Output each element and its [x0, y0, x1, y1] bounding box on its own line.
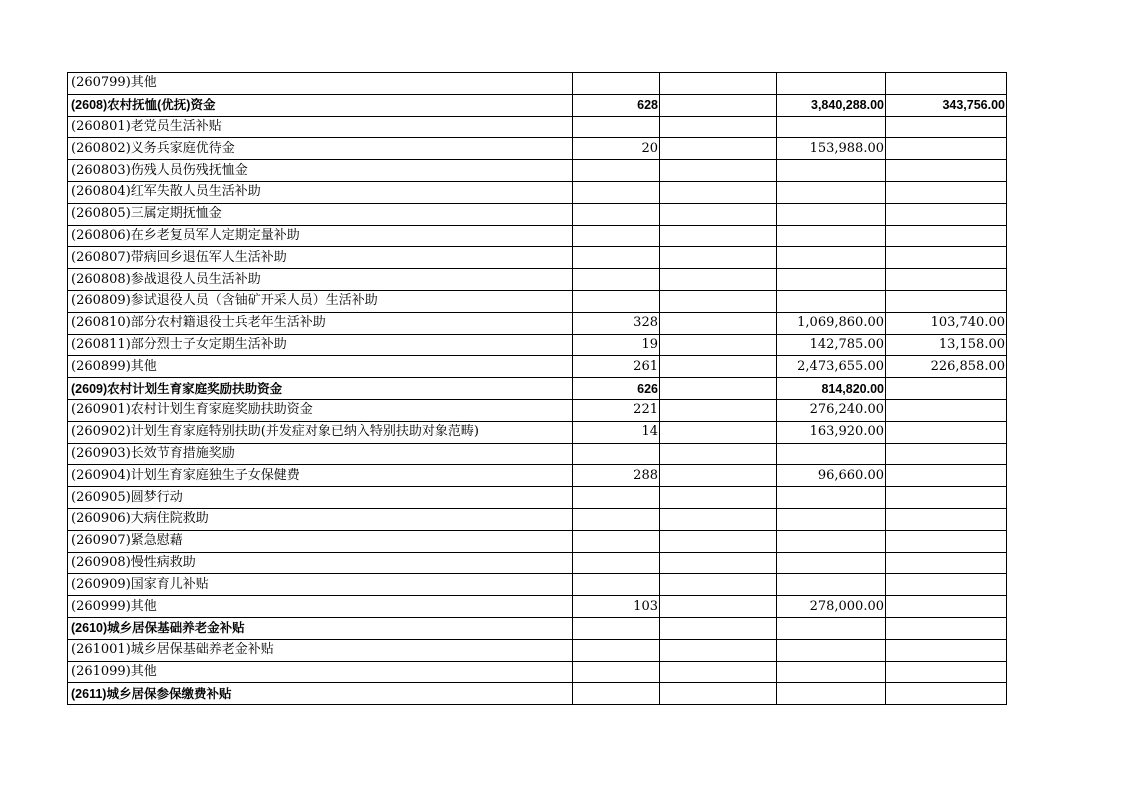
table-row: [68, 661, 1007, 683]
row-label-cell: (260903)长效节育措施奖励: [68, 443, 573, 465]
table-row: [68, 181, 1007, 203]
table-row: [68, 225, 1007, 247]
amount-cell: [777, 181, 886, 203]
table-row: [68, 443, 1007, 465]
row-label-cell: (2608)农村抚恤(优抚)资金: [68, 94, 573, 116]
column-2-cell: [660, 94, 777, 116]
column-2-cell: [660, 225, 777, 247]
count-cell: [573, 247, 660, 269]
row-label-cell: (261099)其他: [68, 661, 573, 683]
row-label-cell: (260904)计划生育家庭独生子女保健费: [68, 465, 573, 487]
amount-cell: [777, 508, 886, 530]
row-label-cell: (260899)其他: [68, 356, 573, 378]
count-cell: [573, 574, 660, 596]
table-row: [68, 334, 1007, 356]
amount-cell: [777, 661, 886, 683]
column-2-cell: [660, 399, 777, 421]
column-2-cell: [660, 487, 777, 509]
amount-2-cell: [886, 399, 1007, 421]
count-cell: [573, 487, 660, 509]
row-label-cell: (261001)城乡居保基础养老金补贴: [68, 639, 573, 661]
column-2-cell: [660, 617, 777, 639]
amount-2-cell: [886, 181, 1007, 203]
amount-2-cell: [886, 116, 1007, 138]
count-cell: 626: [573, 378, 660, 400]
table-row: [68, 160, 1007, 182]
column-2-cell: [660, 203, 777, 225]
count-cell: [573, 225, 660, 247]
table-row: [68, 312, 1007, 334]
category-row: [68, 683, 1007, 705]
column-2-cell: [660, 160, 777, 182]
amount-cell: [777, 487, 886, 509]
table-body: [68, 73, 1007, 705]
amount-cell: 2,473,655.00: [777, 356, 886, 378]
amount-cell: [777, 203, 886, 225]
amount-2-cell: [886, 552, 1007, 574]
table-row: [68, 290, 1007, 312]
amount-2-cell: [886, 203, 1007, 225]
count-cell: [573, 203, 660, 225]
row-label-cell: (2610)城乡居保基础养老金补贴: [68, 617, 573, 639]
column-2-cell: [660, 247, 777, 269]
amount-2-cell: [886, 269, 1007, 291]
table-row: [68, 530, 1007, 552]
amount-2-cell: [886, 378, 1007, 400]
column-2-cell: [660, 574, 777, 596]
table-row: [68, 269, 1007, 291]
count-cell: [573, 530, 660, 552]
table-row: [68, 574, 1007, 596]
column-2-cell: [660, 73, 777, 95]
row-label-cell: (260999)其他: [68, 596, 573, 618]
count-cell: [573, 639, 660, 661]
column-2-cell: [660, 181, 777, 203]
count-cell: [573, 661, 660, 683]
amount-cell: [777, 247, 886, 269]
row-label-cell: (260909)国家育儿补贴: [68, 574, 573, 596]
data-table: [67, 72, 1007, 705]
amount-cell: 142,785.00: [777, 334, 886, 356]
row-label-cell: (260902)计划生育家庭特别扶助(并发症对象已纳入特别扶助对象范畴): [68, 421, 573, 443]
category-row: [68, 378, 1007, 400]
count-cell: 20: [573, 138, 660, 160]
amount-2-cell: [886, 683, 1007, 705]
amount-cell: [777, 552, 886, 574]
column-2-cell: [660, 421, 777, 443]
amount-cell: [777, 290, 886, 312]
table-row: [68, 73, 1007, 95]
table-row: [68, 421, 1007, 443]
count-cell: [573, 290, 660, 312]
amount-2-cell: [886, 290, 1007, 312]
column-2-cell: [660, 116, 777, 138]
row-label-cell: (2611)城乡居保参保缴费补贴: [68, 683, 573, 705]
column-2-cell: [660, 530, 777, 552]
row-label-cell: (260810)部分农村籍退役士兵老年生活补助: [68, 312, 573, 334]
table-row: [68, 639, 1007, 661]
row-label-cell: (260811)部分烈士子女定期生活补助: [68, 334, 573, 356]
amount-2-cell: [886, 508, 1007, 530]
amount-2-cell: [886, 138, 1007, 160]
row-label-cell: (260807)带病回乡退伍军人生活补助: [68, 247, 573, 269]
amount-cell: 163,920.00: [777, 421, 886, 443]
row-label-cell: (260801)老党员生活补贴: [68, 116, 573, 138]
column-2-cell: [660, 661, 777, 683]
table-row: [68, 138, 1007, 160]
count-cell: 19: [573, 334, 660, 356]
row-label-cell: (260809)参试退役人员（含铀矿开采人员）生活补助: [68, 290, 573, 312]
category-row: [68, 617, 1007, 639]
count-cell: 628: [573, 94, 660, 116]
category-row: [68, 94, 1007, 116]
column-2-cell: [660, 683, 777, 705]
column-2-cell: [660, 138, 777, 160]
count-cell: 103: [573, 596, 660, 618]
column-2-cell: [660, 334, 777, 356]
amount-2-cell: 226,858.00: [886, 356, 1007, 378]
table-row: [68, 116, 1007, 138]
count-cell: [573, 160, 660, 182]
column-2-cell: [660, 508, 777, 530]
amount-cell: [777, 617, 886, 639]
amount-cell: [777, 73, 886, 95]
table-row: [68, 596, 1007, 618]
row-label-cell: (2609)农村计划生育家庭奖励扶助资金: [68, 378, 573, 400]
count-cell: [573, 269, 660, 291]
column-2-cell: [660, 312, 777, 334]
row-label-cell: (260905)圆梦行动: [68, 487, 573, 509]
amount-cell: [777, 639, 886, 661]
row-label-cell: (260806)在乡老复员军人定期定量补助: [68, 225, 573, 247]
table-row: [68, 399, 1007, 421]
amount-2-cell: [886, 639, 1007, 661]
amount-2-cell: [886, 465, 1007, 487]
table-row: [68, 465, 1007, 487]
amount-cell: [777, 116, 886, 138]
count-cell: 221: [573, 399, 660, 421]
column-2-cell: [660, 596, 777, 618]
amount-cell: [777, 530, 886, 552]
count-cell: [573, 73, 660, 95]
column-2-cell: [660, 639, 777, 661]
count-cell: 328: [573, 312, 660, 334]
amount-2-cell: [886, 617, 1007, 639]
row-label-cell: (260808)参战退役人员生活补助: [68, 269, 573, 291]
column-2-cell: [660, 443, 777, 465]
amount-cell: 814,820.00: [777, 378, 886, 400]
amount-2-cell: [886, 443, 1007, 465]
amount-cell: 96,660.00: [777, 465, 886, 487]
amount-cell: 3,840,288.00: [777, 94, 886, 116]
count-cell: [573, 508, 660, 530]
amount-2-cell: [886, 73, 1007, 95]
count-cell: [573, 443, 660, 465]
amount-2-cell: 13,158.00: [886, 334, 1007, 356]
amount-cell: [777, 574, 886, 596]
amount-2-cell: [886, 225, 1007, 247]
count-cell: [573, 552, 660, 574]
count-cell: [573, 683, 660, 705]
table-row: [68, 552, 1007, 574]
column-2-cell: [660, 378, 777, 400]
amount-cell: 1,069,860.00: [777, 312, 886, 334]
amount-cell: [777, 160, 886, 182]
row-label-cell: (260907)紧急慰藉: [68, 530, 573, 552]
row-label-cell: (260799)其他: [68, 73, 573, 95]
table-row: [68, 247, 1007, 269]
count-cell: [573, 116, 660, 138]
amount-cell: 153,988.00: [777, 138, 886, 160]
count-cell: 288: [573, 465, 660, 487]
count-cell: 261: [573, 356, 660, 378]
amount-2-cell: [886, 596, 1007, 618]
amount-2-cell: 103,740.00: [886, 312, 1007, 334]
column-2-cell: [660, 356, 777, 378]
amount-2-cell: [886, 247, 1007, 269]
amount-2-cell: [886, 574, 1007, 596]
count-cell: [573, 617, 660, 639]
amount-2-cell: [886, 421, 1007, 443]
row-label-cell: (260901)农村计划生育家庭奖励扶助资金: [68, 399, 573, 421]
amount-cell: 276,240.00: [777, 399, 886, 421]
amount-cell: [777, 225, 886, 247]
count-cell: 14: [573, 421, 660, 443]
row-label-cell: (260803)伤残人员伤残抚恤金: [68, 160, 573, 182]
amount-2-cell: [886, 530, 1007, 552]
row-label-cell: (260802)义务兵家庭优待金: [68, 138, 573, 160]
amount-2-cell: [886, 160, 1007, 182]
table-row: [68, 203, 1007, 225]
amount-2-cell: [886, 487, 1007, 509]
row-label-cell: (260906)大病住院救助: [68, 508, 573, 530]
amount-cell: [777, 443, 886, 465]
row-label-cell: (260908)慢性病救助: [68, 552, 573, 574]
column-2-cell: [660, 290, 777, 312]
column-2-cell: [660, 465, 777, 487]
table-row: [68, 356, 1007, 378]
row-label-cell: (260805)三属定期抚恤金: [68, 203, 573, 225]
amount-cell: [777, 269, 886, 291]
row-label-cell: (260804)红军失散人员生活补助: [68, 181, 573, 203]
table-row: [68, 487, 1007, 509]
amount-2-cell: [886, 661, 1007, 683]
table-row: [68, 508, 1007, 530]
column-2-cell: [660, 269, 777, 291]
amount-2-cell: 343,756.00: [886, 94, 1007, 116]
column-2-cell: [660, 552, 777, 574]
amount-cell: [777, 683, 886, 705]
count-cell: [573, 181, 660, 203]
amount-cell: 278,000.00: [777, 596, 886, 618]
